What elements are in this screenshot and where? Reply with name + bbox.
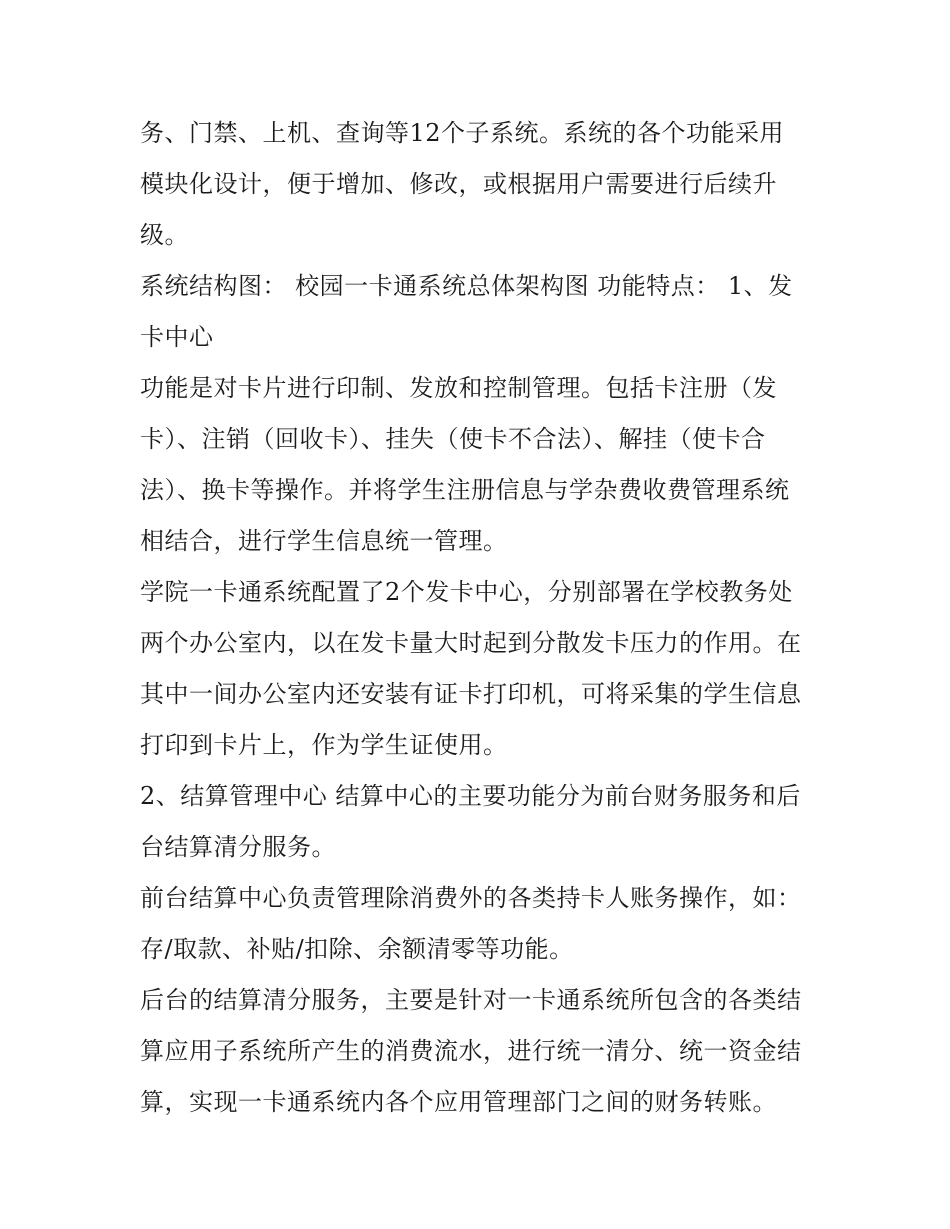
text-line: 系统结构图： 校园一卡通系统总体架构图 功能特点： 1、发 — [140, 272, 793, 300]
text-line: 学院一卡通系统配置了2个发卡中心，分别部署在学校教务处 — [140, 578, 793, 606]
text-line: 存/取款、补贴/扣除、余额清零等功能。 — [140, 935, 574, 963]
text-line: 算，实现一卡通系统内各个应用管理部门之间的财务转账。 — [140, 1088, 777, 1116]
text-line: 务、门禁、上机、查询等12个子系统。系统的各个功能采用 — [140, 119, 785, 147]
text-line: 法）、换卡等操作。并将学生注册信息与学杂费收费管理系统 — [140, 476, 790, 504]
text-line: 后台的结算清分服务，主要是针对一卡通系统所包含的各类结 — [140, 986, 802, 1014]
text-line: 算应用子系统所产生的消费流水，进行统一清分、统一资金结 — [140, 1037, 802, 1065]
text-line: 两个办公室内，以在发卡量大时起到分散发卡压力的作用。在 — [140, 629, 802, 657]
text-line: 前台结算中心负责管理除消费外的各类持卡人账务操作，如： — [140, 884, 802, 912]
text-line: 卡）、注销（回收卡）、挂失（使卡不合法）、解挂（使卡合 — [140, 425, 766, 453]
body-text — [140, 108, 815, 1128]
text-line: 模块化设计，便于增加、修改，或根据用户需要进行后续升 — [140, 170, 777, 198]
text-line: 2、结算管理中心 结算中心的主要功能分为前台财务服务和后 — [140, 782, 801, 810]
text-line: 相结合，进行学生信息统一管理。 — [140, 527, 508, 555]
text-line: 台结算清分服务。 — [140, 833, 336, 861]
text-line: 卡中心 — [140, 323, 214, 351]
text-line: 打印到卡片上，作为学生证使用。 — [140, 731, 508, 759]
text-line: 其中一间办公室内还安装有证卡打印机，可将采集的学生信息 — [140, 680, 802, 708]
text-line: 功能是对卡片进行印制、发放和控制管理。包括卡注册（发 — [140, 374, 777, 402]
text-line: 级。 — [140, 221, 189, 249]
